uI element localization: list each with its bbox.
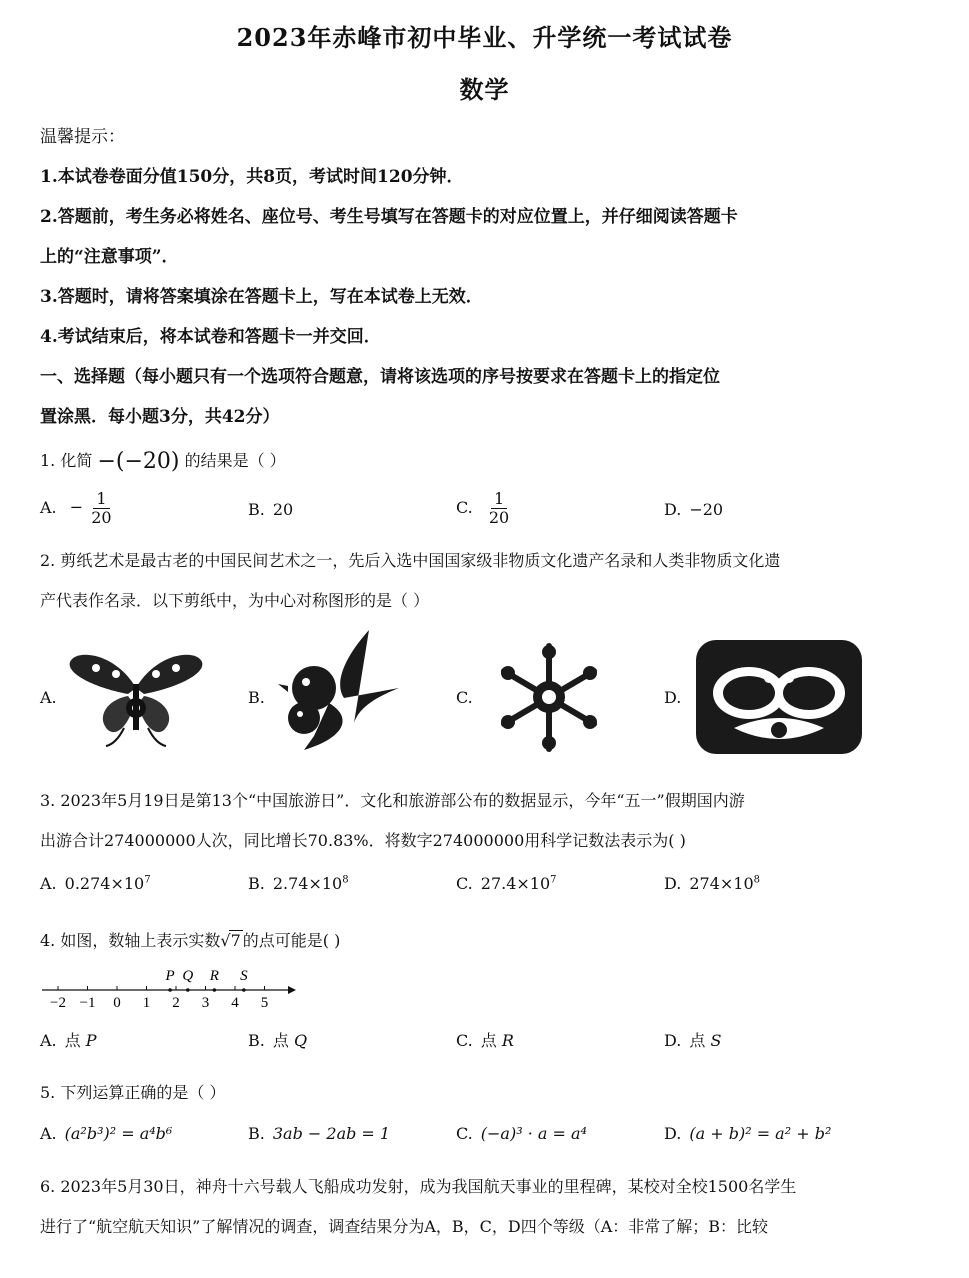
- axis-point-label-p: P: [165, 968, 175, 984]
- axis-point-label-r: R: [209, 968, 219, 984]
- q3-option-c[interactable]: C. $27.4\times 10^7$: [456, 874, 557, 893]
- snowflake-papercut-image[interactable]: [484, 640, 614, 759]
- axis-tick-label: 3: [201, 995, 210, 1011]
- q1-option-c[interactable]: C. $\frac{1}{20}$: [456, 490, 512, 526]
- subject-title: 数学: [459, 75, 510, 104]
- axis-tick-label: 2: [172, 995, 180, 1011]
- axis-tick-label: 5: [260, 995, 269, 1011]
- q3-option-a[interactable]: A. $0.274\times 10^7$: [40, 874, 151, 893]
- question-1-stem: 1. 化简 −(−20) 的结果是（ ）: [40, 449, 286, 474]
- q1-c-fraction: $\frac{1}{20}$: [488, 489, 510, 527]
- axis-point-p: [168, 988, 172, 992]
- q2-option-c-label[interactable]: C.: [456, 688, 473, 707]
- q5-option-c[interactable]: C. (−a)³ · a = a⁴: [456, 1124, 587, 1143]
- twin-fish-papercut-image[interactable]: [694, 638, 864, 760]
- point-group: [165, 968, 249, 992]
- notice-item-2: 2.答题前，考生务必将姓名、座位号、考生号填写在答题卡的对应位置上，并仔细阅读答题卡: [40, 207, 738, 227]
- swallow-papercut-image[interactable]: [274, 628, 404, 757]
- axis-tick-label: −2: [50, 995, 66, 1011]
- q5-option-d[interactable]: D. (a + b)² = a² + b²: [664, 1124, 832, 1143]
- q1-a-fraction: $\frac{1}{20}$: [91, 489, 112, 527]
- axis-tick-label: 1: [142, 995, 151, 1011]
- question-6-line1: 6. 2023年5月30日，神舟十六号载人飞船成功发射，成为我国航天事业的里程碑，某校对全校1500名学生: [40, 1177, 797, 1196]
- radical-sign: √: [220, 931, 231, 950]
- q5-option-b[interactable]: B. 3ab − 2ab = 1: [248, 1124, 391, 1143]
- exam-title: 2023年赤峰市初中毕业、升学统一考试试卷: [236, 23, 733, 52]
- question-6-line2: 进行了“航空航天知识”了解情况的调查，调查结果分为A，B，C，D四个等级（A：非常了解；B：比较: [40, 1217, 769, 1236]
- q1-option-d[interactable]: D. −20: [664, 500, 724, 519]
- axis-tick-label: 4: [231, 995, 239, 1011]
- butterfly-papercut-image[interactable]: [66, 648, 206, 752]
- notice-item-1: 1.本试卷卷面分值150分，共8页，考试时间120分钟．: [40, 167, 464, 187]
- axis-point-s: [242, 988, 246, 992]
- question-2-line2: 产代表作名录．以下剪纸中，为中心对称图形的是（ ）: [40, 591, 430, 610]
- section-heading-line1: 一、选择题（每小题只有一个选项符合题意，请将该选项的序号按要求在答题卡上的指定位: [40, 367, 720, 387]
- axis-point-label-s: S: [240, 968, 248, 984]
- q1-expression: −(−20): [97, 449, 180, 474]
- question-2-line1: 2. 剪纸艺术是最古老的中国民间艺术之一，先后入选中国国家级非物质文化遗产名录和人类非物质文化遗: [40, 551, 781, 570]
- section-heading-line2: 置涂黑．每小题3分，共42分）: [40, 407, 280, 427]
- q3-option-b[interactable]: B. $2.74\times 10^8$: [248, 874, 349, 893]
- q2-option-a-label[interactable]: A.: [40, 688, 57, 707]
- question-3-line2: 出游合计274000000人次，同比增长70.83%．将数字274000000用科学记数法表示为( ): [40, 831, 686, 850]
- question-3-line1: 3. 2023年5月19日是第13个“中国旅游日”．文化和旅游部公布的数据显示，今年“五一”假期国内游: [40, 791, 745, 810]
- notice-item-2-cont: 上的“注意事项”．: [40, 247, 179, 267]
- q4-option-d[interactable]: D. 点 S: [664, 1031, 722, 1050]
- axis-arrow-icon: [288, 986, 296, 994]
- notice-item-3: 3.答题时，请将答案填涂在答题卡上，写在本试卷上无效．: [40, 287, 483, 307]
- axis-point-r: [213, 988, 217, 992]
- axis-tick-label: 0: [113, 995, 121, 1011]
- notice-item-4: 4.考试结束后，将本试卷和答题卡一并交回．: [40, 327, 381, 347]
- q1-option-a[interactable]: A. − $\frac{1}{20}$: [40, 490, 115, 526]
- q2-option-d-label[interactable]: D.: [664, 688, 682, 707]
- q3-option-d[interactable]: D. $274\times 10^8$: [664, 874, 761, 893]
- q4-option-c[interactable]: C. 点 R: [456, 1031, 514, 1050]
- q5-option-a[interactable]: A. (a²b³)² = a⁴b⁶: [40, 1124, 173, 1143]
- q4-option-b[interactable]: B. 点 Q: [248, 1031, 308, 1050]
- q1-option-b[interactable]: B. 20: [248, 500, 294, 519]
- axis-point-label-q: Q: [182, 968, 194, 984]
- axis-point-q: [186, 988, 190, 992]
- axis-tick-label: −1: [79, 995, 96, 1011]
- question-4-stem: 4. 如图，数轴上表示实数√7 的点可能是( ): [40, 931, 341, 950]
- notice-heading: 温馨提示：: [40, 127, 125, 147]
- q4-option-a[interactable]: A. 点 P: [40, 1031, 97, 1050]
- number-line-figure: [38, 962, 298, 1018]
- question-5-stem: 5. 下列运算正确的是（ ）: [40, 1083, 226, 1102]
- q2-option-b-label[interactable]: B.: [248, 688, 265, 707]
